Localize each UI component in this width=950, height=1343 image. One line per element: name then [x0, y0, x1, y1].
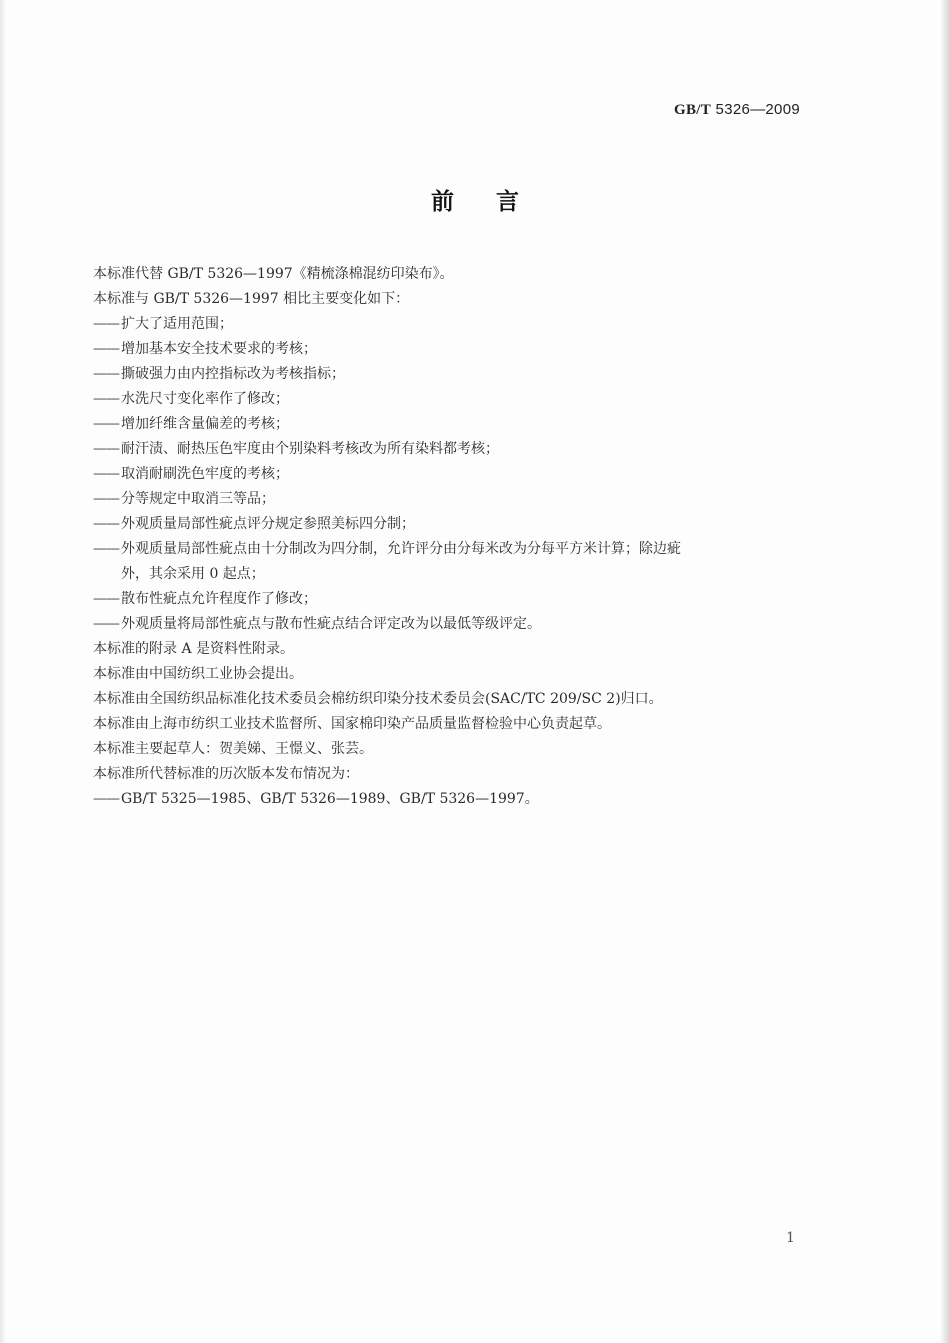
dash-mark: —— — [93, 366, 119, 382]
dash-mark: —— — [93, 341, 119, 357]
history-item: —— GB/T 5325—1985、GB/T 5326—1989、GB/T 5326—1997。 — [93, 787, 805, 812]
paragraph-committee: 本标准由全国纺织品标准化技术委员会棉纺织印染分技术委员会(SAC/TC 209/SC 2)归口。 — [93, 691, 663, 707]
paragraph-history-intro: 本标准所代替标准的历次版本发布情况为： — [93, 766, 359, 782]
dash-mark: —— — [93, 616, 119, 632]
standard-code — [674, 101, 800, 119]
change-item: —— 增加纤维含量偏差的考核； — [93, 412, 805, 437]
change-item: —— 扩大了适用范围； — [93, 312, 805, 337]
paragraph-drafters-org: 本标准由上海市纺织工业技术监督所、国家棉印染产品质量监督检验中心负责起草。 — [93, 716, 611, 732]
dash-mark: —— — [93, 791, 119, 807]
dash-mark: —— — [93, 441, 119, 457]
standard-code-prefix: GB/T — [674, 102, 712, 118]
dash-mark: —— — [93, 466, 119, 482]
change-item: —— 水洗尺寸变化率作了修改； — [93, 387, 805, 412]
dash-mark: —— — [93, 416, 119, 432]
change-item: —— 撕破强力由内控指标改为考核指标； — [93, 362, 805, 387]
paragraph-drafters: 本标准主要起草人：贺美娣、王憬义、张芸。 — [93, 741, 373, 757]
dash-mark: —— — [93, 516, 119, 532]
dash-mark: —— — [93, 491, 119, 507]
paragraph-proposer: 本标准由中国纺织工业协会提出。 — [93, 666, 303, 682]
change-item: —— 外观质量局部性疵点评分规定参照美标四分制； — [93, 512, 805, 537]
paragraph-replaces: 本标准代替 GB/T 5326—1997《精梳涤棉混纺印染布》。 — [93, 266, 454, 282]
change-item: —— 耐汗渍、耐热压色牢度由个别染料考核改为所有染料都考核； — [93, 437, 805, 462]
change-item: —— 取消耐刷洗色牢度的考核； — [93, 462, 805, 487]
standard-code-number: 5326—2009 — [715, 101, 800, 118]
change-item: —— 散布性疵点允许程度作了修改； — [93, 587, 805, 612]
change-item: —— 外观质量局部性疵点由十分制改为四分制，允许评分由分每米改为分每平方米计算；除边疵 — [93, 537, 805, 562]
foreword-body — [93, 262, 805, 812]
change-item-continuation: 外，其余采用 0 起点； — [121, 566, 265, 582]
change-item: —— 增加基本安全技术要求的考核； — [93, 337, 805, 362]
dash-mark: —— — [93, 541, 119, 557]
dash-mark: —— — [93, 591, 119, 607]
change-item: —— 分等规定中取消三等品； — [93, 487, 805, 512]
dash-mark: —— — [93, 316, 119, 332]
page-title: 前言 — [431, 188, 561, 215]
dash-mark: —— — [93, 391, 119, 407]
paragraph-appendix: 本标准的附录 A 是资料性附录。 — [93, 641, 295, 657]
page-number: 1 — [786, 1230, 795, 1246]
paragraph-changes-intro: 本标准与 GB/T 5326—1997 相比主要变化如下： — [93, 291, 410, 307]
change-item: —— 外观质量将局部性疵点与散布性疵点结合评定改为以最低等级评定。 — [93, 612, 805, 637]
